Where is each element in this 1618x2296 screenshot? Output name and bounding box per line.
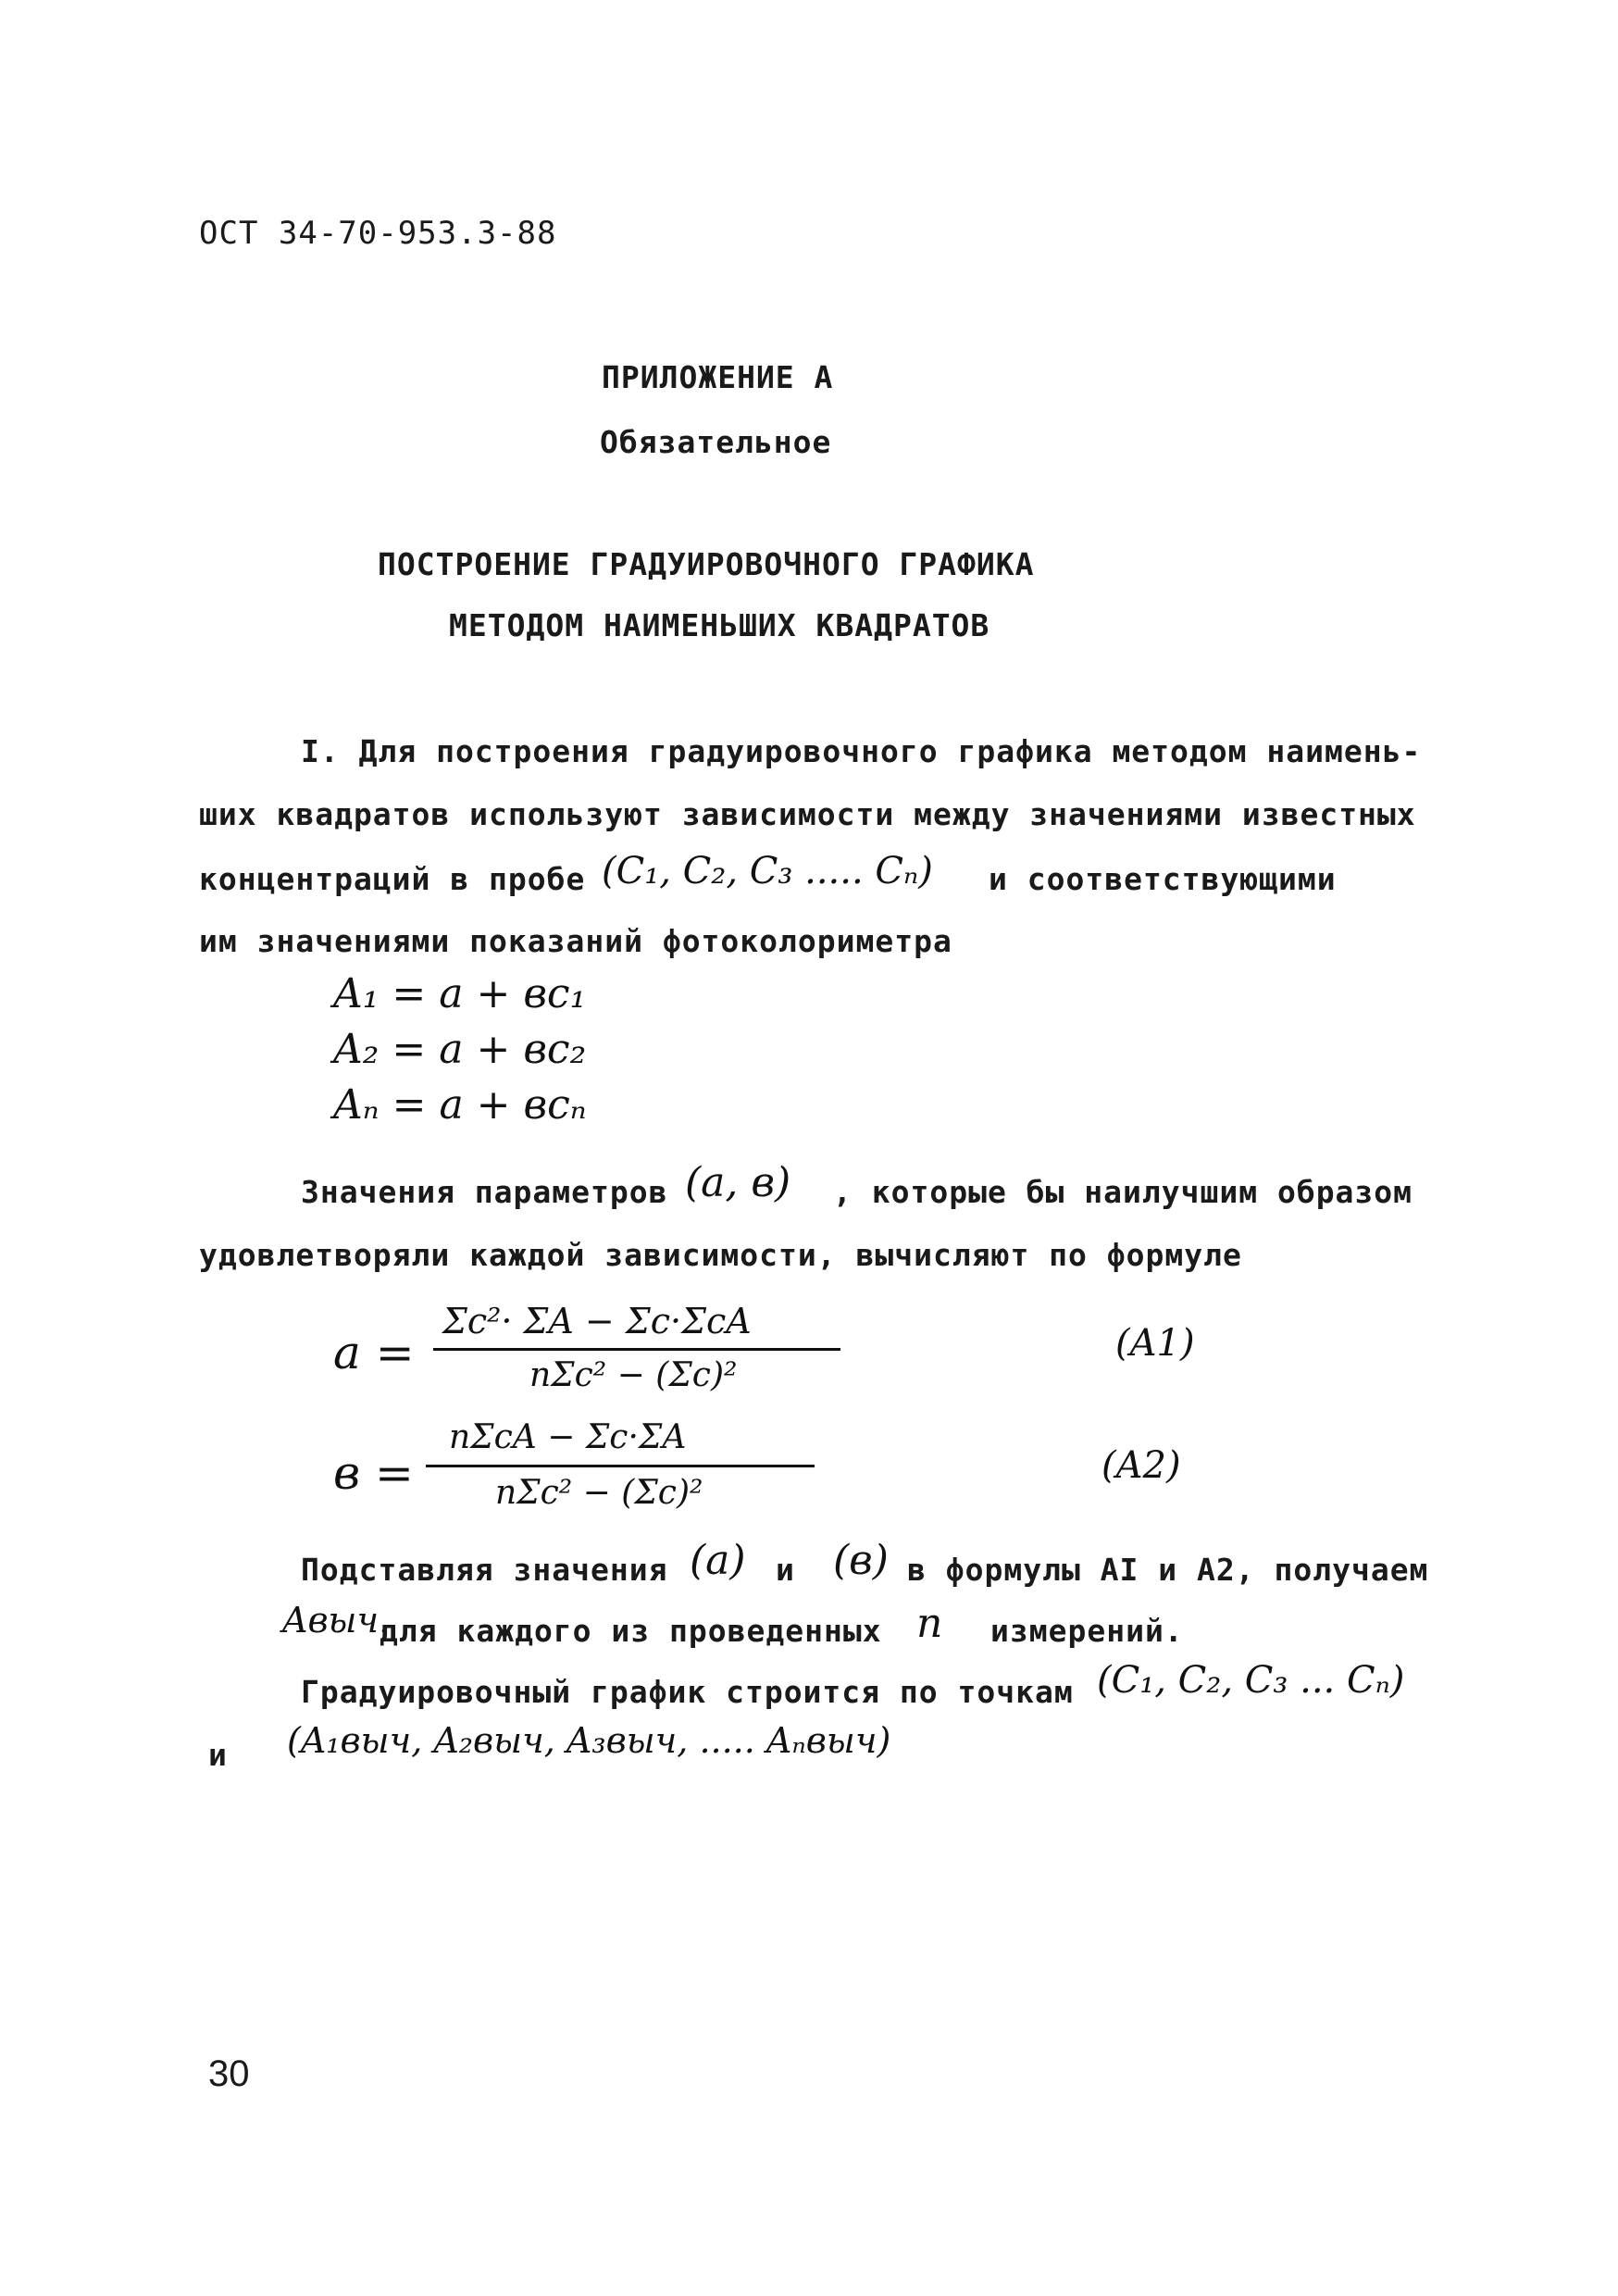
para1-line1: I. Для построения градуировочного графика методом наимень- (301, 733, 1422, 769)
formula-a-denominator: nΣc² − (Σc)² (529, 1356, 738, 1394)
formula-a-lhs: a = (333, 1326, 415, 1379)
para3-line3: Градуировочный график строится по точкам (301, 1674, 1074, 1710)
formula-a-numerator: Σc²· ΣA − Σc·ΣcA (442, 1301, 752, 1341)
para2-line1-a: Значения параметров (301, 1174, 668, 1210)
formula-b-fraction-bar (426, 1465, 815, 1467)
para3-line1-b: в формулы AI и A2, получаем (907, 1552, 1429, 1588)
formula-a-tag: (A1) (1115, 1322, 1195, 1365)
doc-code: ОСТ 34-70-953.3-88 (199, 215, 557, 252)
appendix-title: ПРИЛОЖЕНИЕ А (602, 359, 834, 395)
parameters: (a, в) (685, 1159, 791, 1206)
para3-line2: для каждого из проведенных (380, 1613, 882, 1649)
para1-line3-a: концентраций в пробе (199, 861, 586, 897)
para3-and-1: и (776, 1552, 795, 1588)
n-symbol: n (916, 1600, 943, 1647)
formula-b-lhs: в = (333, 1446, 414, 1500)
sub-a: (a) (690, 1537, 746, 1584)
formula-b-tag: (A2) (1101, 1444, 1181, 1487)
equation-1: A₁ = a + вc₁ (333, 970, 587, 1017)
page-number: 30 (208, 2053, 250, 2094)
appendix-status: Обязательное (600, 424, 832, 460)
para1-line2: ших квадратов используют зависимости между значениями известных (199, 796, 1416, 832)
points-c: (C₁, C₂, C₃ ... Cₙ) (1097, 1659, 1405, 1702)
para1-line4: им значениями показаний фотоколориметра (199, 923, 952, 959)
para2-line2: удовлетворяли каждой зависимости, вычисляют по формуле (199, 1237, 1242, 1273)
section-title-line1: ПОСТРОЕНИЕ ГРАДУИРОВОЧНОГО ГРАФИКА (378, 546, 1035, 582)
para2-line1-b: , которые бы наилучшим образом (833, 1174, 1413, 1210)
formula-b-denominator: nΣc² − (Σc)² (495, 1474, 703, 1512)
points-a: (A₁выч, A₂выч, A₃выч, ..... Aₙвыч) (287, 1720, 891, 1761)
para3-and-2: и (208, 1737, 228, 1773)
sub-b: (в) (833, 1537, 889, 1584)
equation-2: A₂ = a + вc₂ (333, 1026, 587, 1073)
section-title-line2: МЕТОДОМ НАИМЕНЬШИХ КВАДРАТОВ (449, 607, 990, 643)
concentration-list: (C₁, C₂, C₃ ..... Cₙ) (602, 850, 933, 892)
formula-a-fraction-bar (433, 1348, 840, 1351)
para3-line1-a: Подставляя значения (301, 1552, 668, 1588)
a-calculated: Aвыч. (282, 1600, 391, 1641)
equation-3: Aₙ = a + вcₙ (333, 1081, 587, 1129)
para1-line3-b: и соответствующими (989, 861, 1337, 897)
formula-b-numerator: nΣcA − Σc·ΣA (449, 1418, 687, 1456)
para3-line2-b: измерений. (990, 1613, 1184, 1649)
